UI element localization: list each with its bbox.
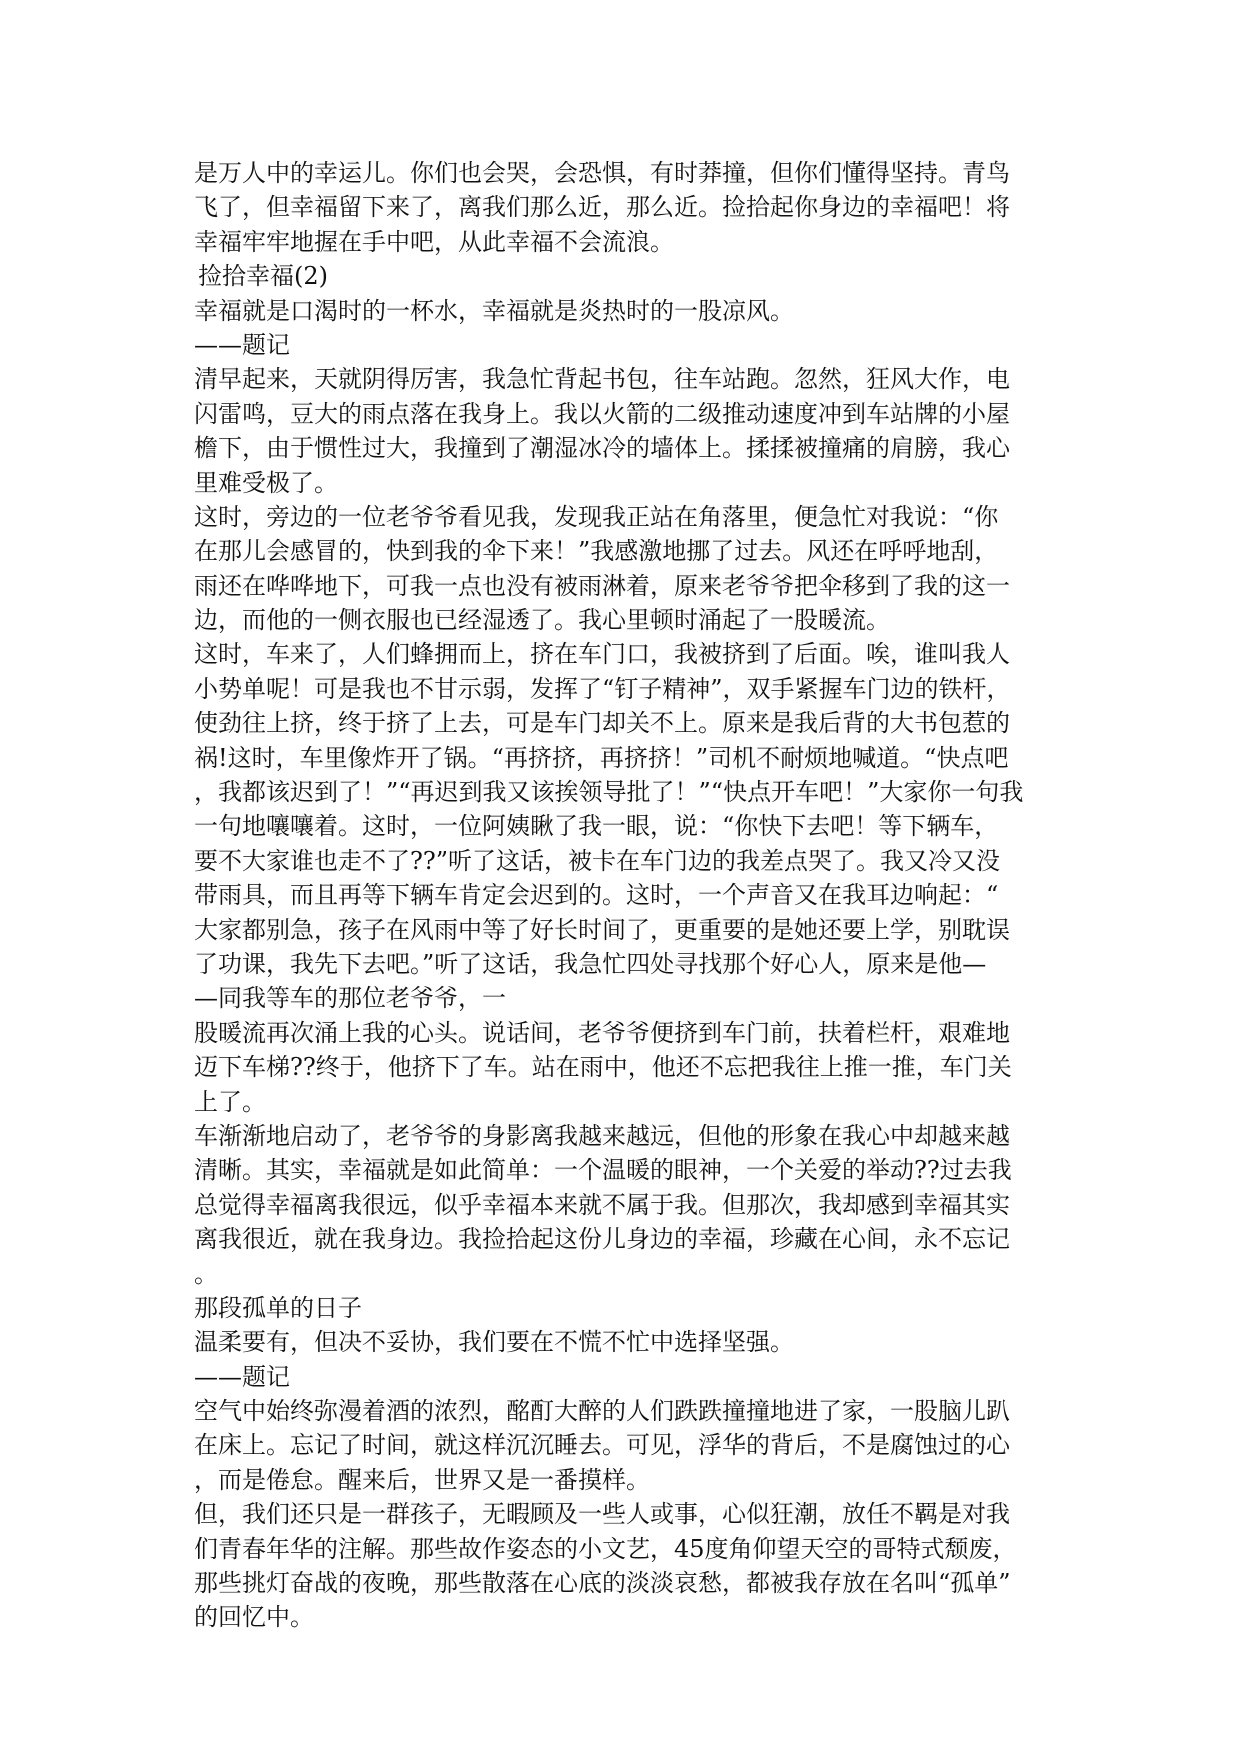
text-line: 们青春年华的注解。那些故作姿态的小文艺，45度角仰望天空的哥特式颓废， [194, 1534, 1017, 1563]
text-line: 空气中始终弥漫着酒的浓烈，酩酊大醉的人们跌跌撞撞地进了家，一股脑儿趴 [194, 1397, 1010, 1426]
text-line: 股暖流再次涌上我的心头。说话间，老爷爷便挤到车门前，扶着栏杆，艰难地 [194, 1018, 1010, 1047]
text-line: ，而是倦怠。醒来后，世界又是一番摸样。 [194, 1465, 650, 1494]
text-line: 要不大家谁也走不了??”听了这话，被卡在车门边的我差点哭了。我又冷又没 [194, 846, 1001, 875]
text-line: 捡拾幸福(2) [198, 262, 328, 291]
text-line: 这时，车来了，人们蜂拥而上，挤在车门口，我被挤到了后面。唉，谁叫我人 [194, 640, 1010, 669]
text-line: 总觉得幸福离我很远，似乎幸福本来就不属于我。但那次，我却感到幸福其实 [194, 1190, 1010, 1219]
text-line: 幸福牢牢地握在手中吧，从此幸福不会流浪。 [194, 227, 674, 256]
text-line: 祸!这时，车里像炸开了锅。“再挤挤，再挤挤！”司机不耐烦地喊道。“快点吧 [194, 743, 1009, 772]
text-line: 在那儿会感冒的，快到我的伞下来！”我感激地挪了过去。风还在呼呼地刮， [194, 537, 999, 566]
text-line: 飞了，但幸福留下来了，离我们那么近，那么近。捡拾起你身边的幸福吧！将 [194, 193, 1010, 222]
text-line: ——题记 [194, 330, 290, 359]
text-line: ，我都该迟到了！”“再迟到我又该挨领导批了！”“快点开车吧！”大家你一句我 [194, 778, 1024, 807]
text-line: 清晰。其实，幸福就是如此简单：一个温暖的眼神，一个关爱的举动??过去我 [194, 1156, 1012, 1185]
text-line: 温柔要有，但决不妥协，我们要在不慌不忙中选择坚强。 [194, 1328, 794, 1357]
text-line: 是万人中的幸运儿。你们也会哭，会恐惧，有时莽撞，但你们懂得坚持。青鸟 [194, 159, 1010, 187]
text-line: 但，我们还只是一群孩子，无暇顾及一些人或事，心似狂潮，放任不羁是对我 [194, 1500, 1010, 1529]
text-line: 一句地嚷嚷着。这时，一位阿姨瞅了我一眼，说：“你快下去吧！等下辆车， [194, 812, 999, 841]
text-line: 边，而他的一侧衣服也已经湿透了。我心里顿时涌起了一股暖流。 [194, 606, 890, 635]
text-line: 那段孤单的日子 [194, 1293, 362, 1322]
text-line: 闪雷鸣，豆大的雨点落在我身上。我以火箭的二级推动速度冲到车站牌的小屋 [194, 399, 1010, 428]
text-line: 的回忆中。 [194, 1603, 314, 1632]
text-line: 小势单呢！可是我也不甘示弱，发挥了“钉子精神”，双手紧握车门边的铁杆， [194, 674, 1011, 703]
text-line: 这时，旁边的一位老爷爷看见我，发现我正站在角落里，便急忙对我说：“你 [194, 502, 999, 531]
text-line: 雨还在哗哗地下，可我一点也没有被雨淋着，原来老爷爷把伞移到了我的这一 [194, 571, 1010, 600]
text-line: 车渐渐地启动了，老爷爷的身影离我越来越远，但他的形象在我心中却越来越 [194, 1121, 1010, 1150]
text-line: 里难受极了。 [194, 468, 338, 497]
text-line: 檐下，由于惯性过大，我撞到了潮湿冰冷的墙体上。揉揉被撞痛的肩膀，我心 [194, 434, 1010, 463]
document-body [194, 156, 1054, 1635]
text-line: 那些挑灯奋战的夜晚，那些散落在心底的淡淡哀愁，都被我存放在名叫“孤单” [194, 1569, 1011, 1598]
text-line: 离我很近，就在我身边。我捡拾起这份儿身边的幸福，珍藏在心间，永不忘记 [194, 1225, 1010, 1254]
text-line: 使劲往上挤，终于挤了上去，可是车门却关不上。原来是我后背的大书包惹的 [194, 709, 1010, 738]
text-line: 在床上。忘记了时间，就这样沉沉睡去。可见，浮华的背后，不是腐蚀过的心 [194, 1431, 1010, 1460]
text-line: 幸福就是口渴时的一杯水，幸福就是炎热时的一股凉风。 [194, 296, 794, 325]
text-line: 大家都别急，孩子在风雨中等了好长时间了，更重要的是她还要上学，别耽误 [194, 915, 1010, 944]
text-line: 迈下车梯??终于，他挤下了车。站在雨中，他还不忘把我往上推一推，车门关 [194, 1053, 1012, 1082]
text-line: 。 [194, 1259, 218, 1288]
text-line: 清早起来，天就阴得厉害，我急忙背起书包，往车站跑。忽然，狂风大作，电 [194, 365, 1010, 394]
text-line: 了功课，我先下去吧。”听了这话，我急忙四处寻找那个好心人，原来是他— [194, 949, 987, 978]
text-line: ——题记 [194, 1362, 290, 1391]
text-line: 带雨具，而且再等下辆车肯定会迟到的。这时，一个声音又在我耳边响起：“ [194, 881, 999, 910]
text-line: 上了。 [194, 1087, 266, 1116]
text-line: —同我等车的那位老爷爷，一 [194, 984, 506, 1013]
